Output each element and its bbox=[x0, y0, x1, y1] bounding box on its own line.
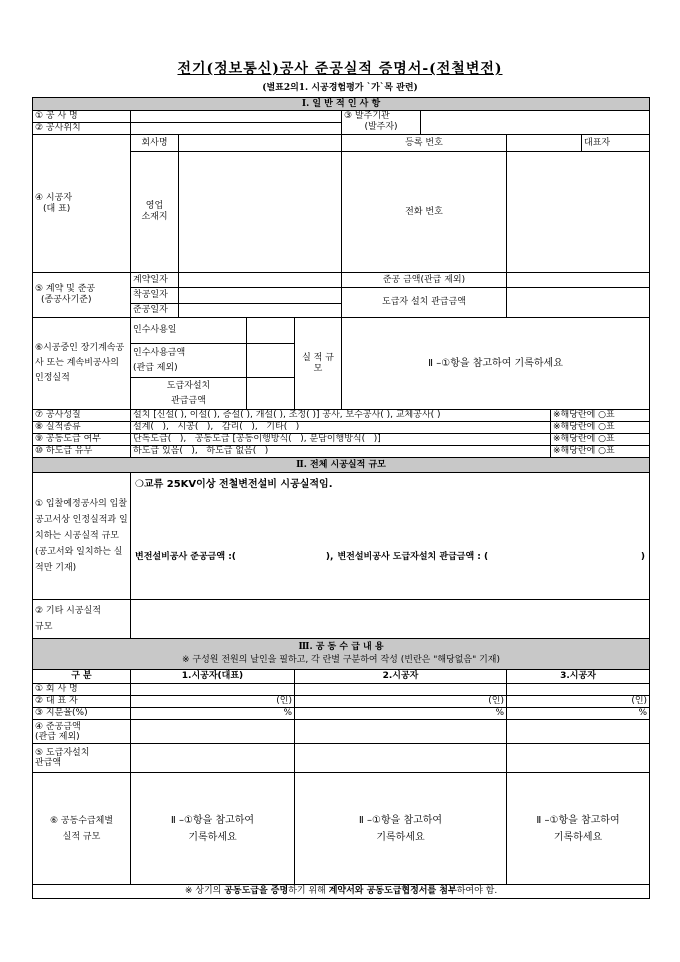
ceo1-seal[interactable]: (인) bbox=[131, 696, 295, 708]
client-label: ③ 발주기관 (발주자) bbox=[342, 111, 421, 135]
type-value: 설계( ), 시공( ), 감리( ), 기타( ) bbox=[131, 422, 551, 434]
type-label: ⑧ 실적종류 bbox=[33, 422, 131, 434]
row-share-label: ③ 지분율(%) bbox=[33, 708, 131, 720]
sub-amount-label: 도급자 설치 관급금액 bbox=[342, 288, 507, 318]
scale3-note: Ⅱ –①항을 참고하여 기록하세요 bbox=[507, 773, 650, 885]
project-site-field[interactable] bbox=[131, 123, 342, 135]
completion-amount-label: 준공 금액(관급 제외) bbox=[342, 273, 507, 288]
ceo-label: 대표자 bbox=[582, 135, 650, 152]
row-scale-label: ⑥ 공동수급체별 실적 규모 bbox=[33, 773, 131, 885]
start-date-field[interactable] bbox=[179, 288, 342, 304]
joint-value: 단독도급( ), 공동도급 [공동이행방식( ), 분담이행방식( )] bbox=[131, 434, 551, 446]
amount2-field[interactable] bbox=[295, 720, 507, 744]
project-site-label: ② 공사위치 bbox=[33, 123, 131, 135]
certificate-form bbox=[32, 97, 650, 899]
project-name-field[interactable] bbox=[131, 111, 342, 123]
subcontract-value: 하도급 있음( ), 하도급 없음( ) bbox=[131, 446, 551, 458]
col2-header: 2.시공자 bbox=[295, 670, 507, 684]
accept-amount-label: 인수사용금액 (관급 제외) bbox=[131, 344, 247, 378]
completion-amount-blank[interactable] bbox=[236, 552, 326, 563]
ceo3-seal[interactable]: (인) bbox=[507, 696, 650, 708]
scale-label: 실 적 규 모 bbox=[295, 318, 342, 410]
subcontract-label: ⑩ 하도급 유무 bbox=[33, 446, 131, 458]
subcontract-note: ※해당란에 ○표 bbox=[551, 446, 650, 458]
scale2-note: Ⅱ –①항을 참고하여 기록하세요 bbox=[295, 773, 507, 885]
company3-field[interactable] bbox=[507, 684, 650, 696]
share3-field[interactable]: % bbox=[507, 708, 650, 720]
accept-date-label: 인수사용일 bbox=[131, 318, 247, 344]
document-title: 전기(정보통신)공사 준공실적 증명서-(전철변전) bbox=[177, 61, 503, 77]
start-date-label: 착공일자 bbox=[131, 288, 179, 304]
completion-date-label: 준공일자 bbox=[131, 304, 179, 318]
company1-field[interactable] bbox=[131, 684, 295, 696]
company-name-label: 회사명 bbox=[131, 135, 179, 152]
company-name-field[interactable] bbox=[179, 135, 342, 152]
company2-field[interactable] bbox=[295, 684, 507, 696]
col-label: 구 분 bbox=[33, 670, 131, 684]
accept-amount-field[interactable] bbox=[247, 344, 295, 378]
joint-note: ※해당란에 ○표 bbox=[551, 434, 650, 446]
row-ceo-label: ② 대 표 자 bbox=[33, 696, 131, 708]
scale-note: Ⅱ –①항을 참고하여 기록하세요 bbox=[342, 318, 650, 410]
contract-date-field[interactable] bbox=[179, 273, 342, 288]
accept-sub-amount-field[interactable] bbox=[247, 378, 295, 410]
section2-row2-label: ② 기타 시공실적 규모 bbox=[33, 600, 131, 639]
requirement-text: ❍교류 25KV이상 전철변전설비 시공실적임. bbox=[135, 479, 333, 490]
project-name-label: ① 공 사 명 bbox=[33, 111, 131, 123]
type-note: ※해당란에 ○표 bbox=[551, 422, 650, 434]
document-subtitle: (별표2의1. 시공경험평가 `가`목 관련) bbox=[262, 83, 418, 93]
row-amount-label: ④ 준공금액 (관급 제외) bbox=[33, 720, 131, 744]
section3-header: Ⅲ. 공 동 수 급 내 용 ※ 구성원 전원의 날인을 필하고, 각 란별 구분하여 작성 (빈란은 "해당없음" 기재) bbox=[33, 639, 650, 670]
phone-field[interactable] bbox=[507, 152, 650, 273]
amount-line: 변전설비공사 준공금액 :( ), 변전설비공사 도급자설치 관급금액 : ( ) bbox=[135, 552, 646, 562]
reg-no-field[interactable] bbox=[507, 135, 582, 152]
footer-note: ※ 상기의 공동도급을 증명하기 위해 계약서와 공동도급협정서를 첨부하여야 함. bbox=[33, 885, 650, 899]
section1-title: Ⅰ. 일 반 적 인 사 항 bbox=[33, 98, 650, 111]
joint-label: ⑨ 공동도급 여부 bbox=[33, 434, 131, 446]
scale1-note: Ⅱ –①항을 참고하여 기록하세요 bbox=[131, 773, 295, 885]
section2-row1-label: ① 입찰예정공사의 입찰공고서상 인정실적과 일치하는 시공실적 규모 (공고서와 일치하는 실적만 기재) bbox=[33, 473, 131, 600]
office-field[interactable] bbox=[179, 152, 342, 273]
nature-note: ※해당란에 ○표 bbox=[551, 410, 650, 422]
phone-label: 전화 번호 bbox=[342, 152, 507, 273]
contract-label: ⑤ 계약 및 준공 (종공사기준) bbox=[33, 273, 131, 318]
other-scale-field[interactable] bbox=[131, 600, 650, 639]
amount3-field[interactable] bbox=[507, 720, 650, 744]
section2-title: Ⅱ. 전체 시공실적 규모 bbox=[33, 458, 650, 473]
office-label: 영업 소재지 bbox=[131, 152, 179, 273]
client-field[interactable] bbox=[421, 111, 650, 135]
amount1-field[interactable] bbox=[131, 720, 295, 744]
long-term-label: ⑥시공중인 장기계속공사 또는 계속비공사의 인정실적 bbox=[33, 318, 131, 410]
sub-amount-field[interactable] bbox=[507, 288, 650, 318]
sub-amount1-field[interactable] bbox=[131, 744, 295, 773]
col1-header: 1.시공자(대표) bbox=[131, 670, 295, 684]
row-sub-amount-label: ⑤ 도급자설치 관급액 bbox=[33, 744, 131, 773]
nature-label: ⑦ 공사성질 bbox=[33, 410, 131, 422]
accept-date-field[interactable] bbox=[247, 318, 295, 344]
reg-no-label: 등록 번호 bbox=[342, 135, 507, 152]
col3-header: 3.시공자 bbox=[507, 670, 650, 684]
share2-field[interactable]: % bbox=[295, 708, 507, 720]
sub-amount2-field[interactable] bbox=[295, 744, 507, 773]
nature-value: 설치 [신설( ), 이설( ), 증설( ), 개설( ), 조정( )] 공사, 보수공사( ), 교체공사( ) bbox=[131, 410, 551, 422]
share1-field[interactable]: % bbox=[131, 708, 295, 720]
completion-date-field[interactable] bbox=[179, 304, 342, 318]
completion-amount-field[interactable] bbox=[507, 273, 650, 288]
section2-row1-content bbox=[131, 473, 650, 600]
ceo2-seal[interactable]: (인) bbox=[295, 696, 507, 708]
contract-date-label: 계약일자 bbox=[131, 273, 179, 288]
row-company-label: ① 회 사 명 bbox=[33, 684, 131, 696]
sub-amount3-field[interactable] bbox=[507, 744, 650, 773]
contractor-label: ④ 시공자 (대 표) bbox=[33, 135, 131, 273]
sub-amount-blank[interactable] bbox=[488, 552, 641, 563]
accept-sub-amount-label: 도급자설치 관급금액 bbox=[131, 378, 247, 410]
